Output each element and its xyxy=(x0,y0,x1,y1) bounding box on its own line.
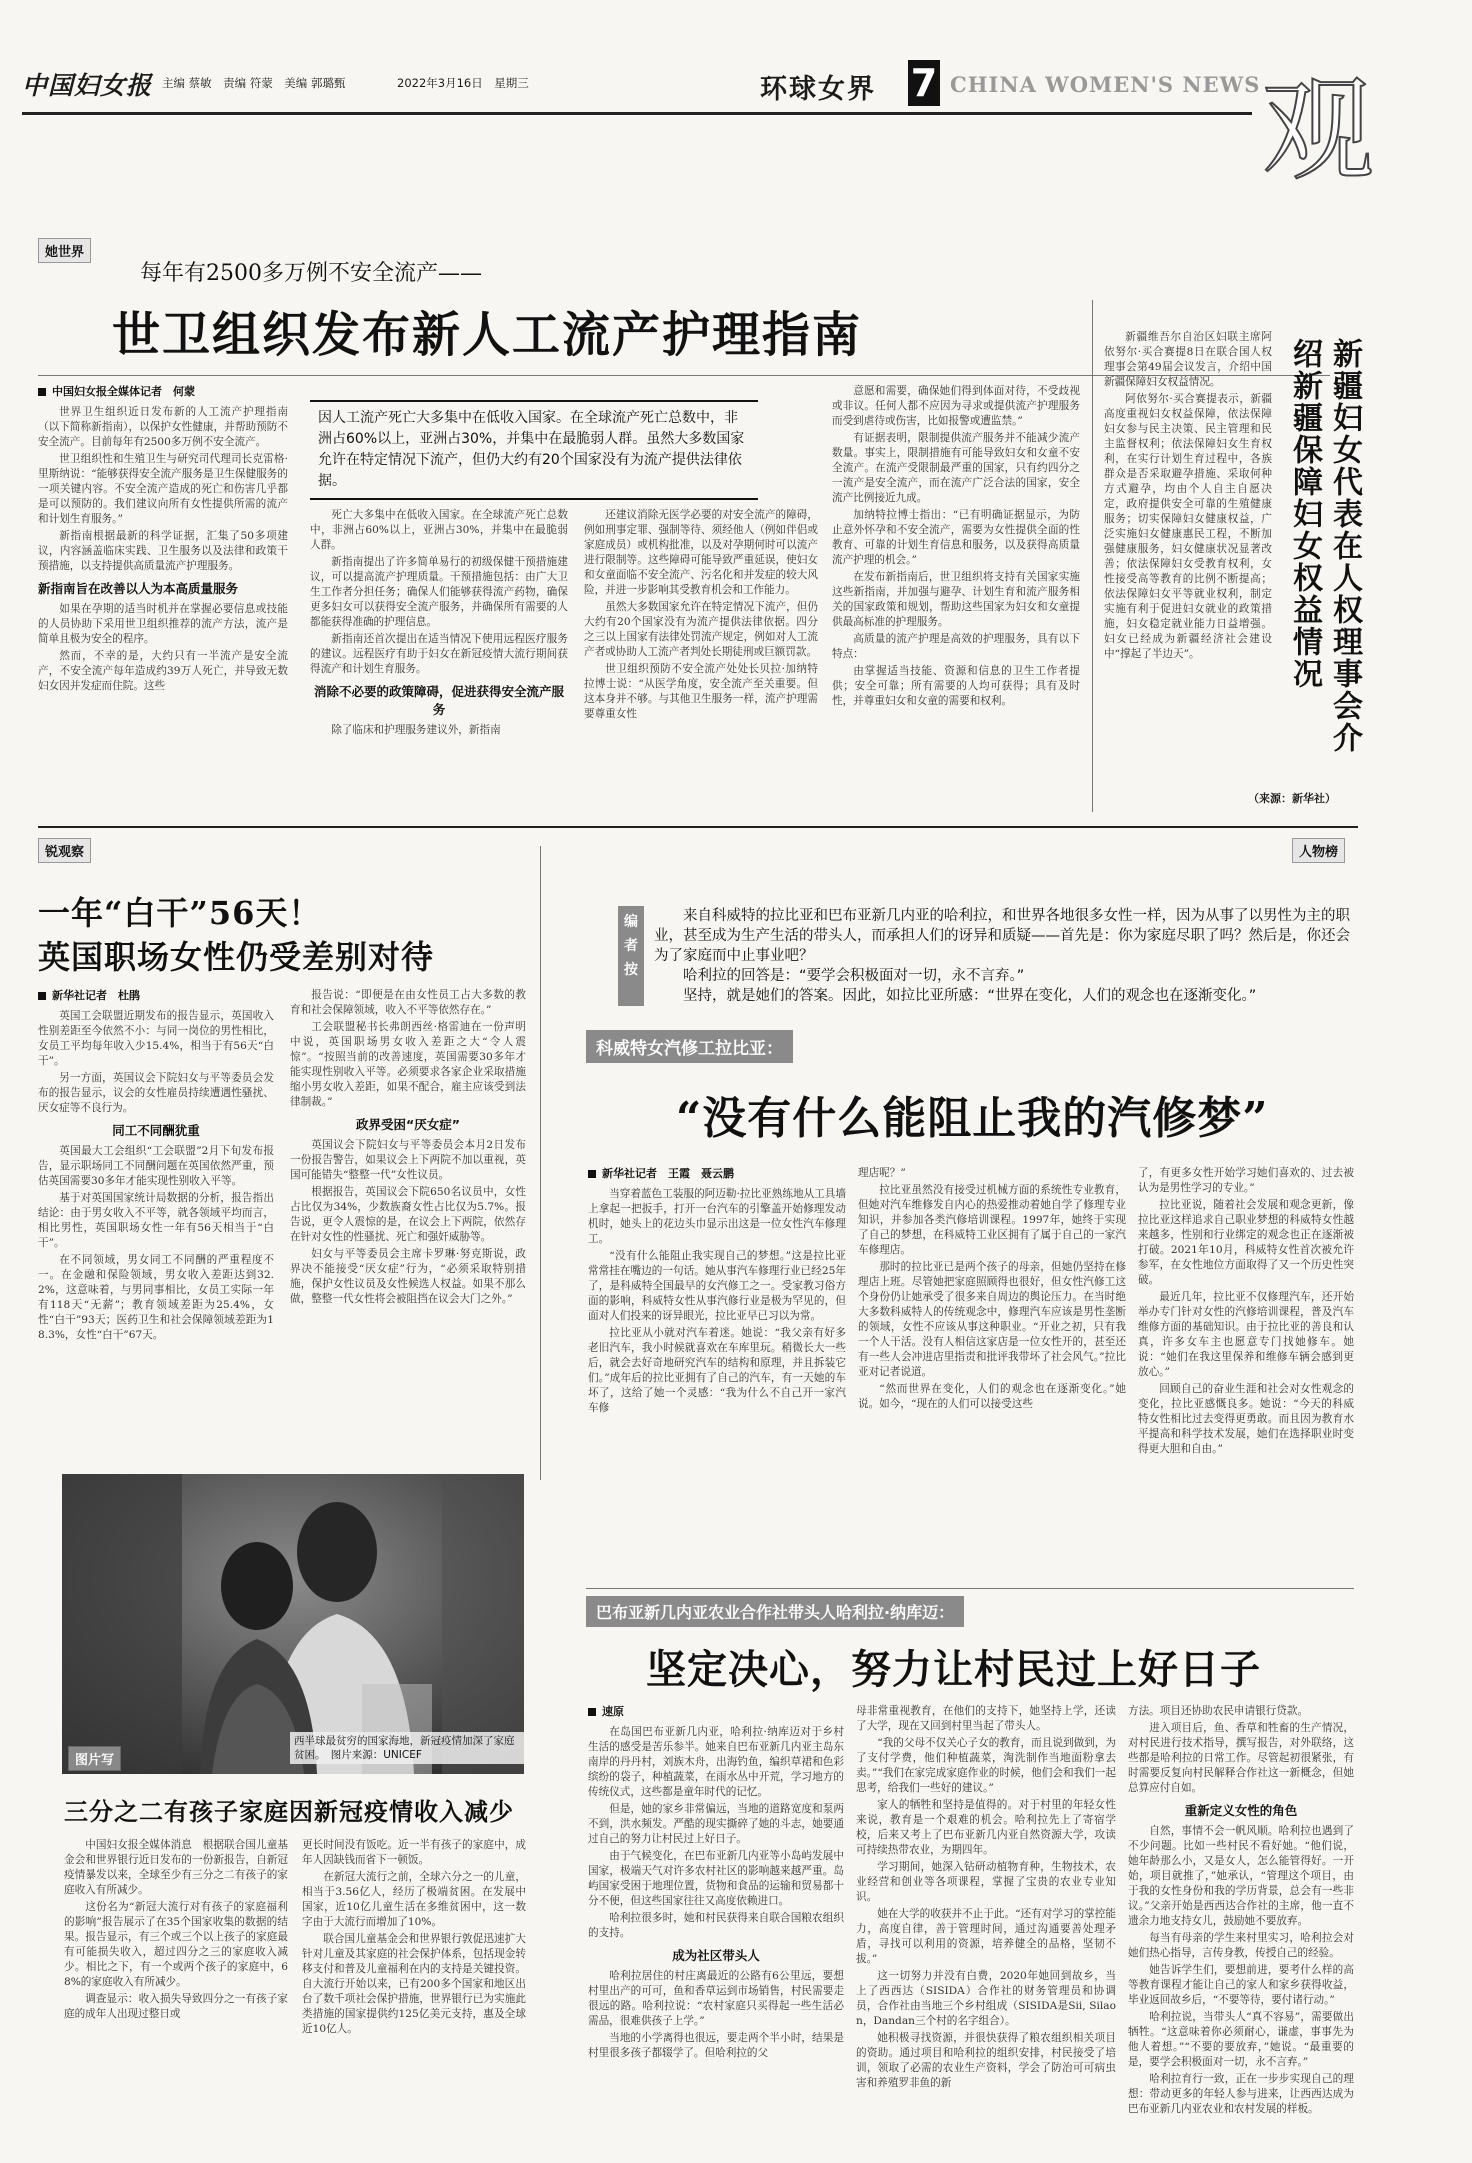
unicef-photo xyxy=(62,1474,524,1774)
issue-date: 2022年3月16日 星期三 xyxy=(397,76,529,90)
article3-col2: 理店呢？” 拉比亚虽然没有接受过机械方面的系统性专业教育，但她对汽车维修发自内心的热爱推动着她自学了修理专业知识，并参加各类汽修培训课程。1997年，她终于实现了自己的梦想，在科威特工业区拥有了属于自己的一家汽车修理店。 那时的拉比亚已是两个孩子的母亲，但她仍坚持在修理店上班。尽管她把家庭照顾得也很好，但女性汽修工这个身份仍让她承受了很多来自周边的舆论压力。在当时绝大多数科威特人的传统观念中，修理汽车应该是男性垄断的领域，女性不应该从事这种职业。“开业之初，只有我一个人干活。没有人相信这家店是一位女性开的，甚至还有一些人会冲进店里指责和批评我带坏了社会风气。”拉比亚对记者说道。 “然而世界在变化，人们的观念也在逐渐变化。”她说。如今，“现在的人们可以接受这些 xyxy=(858,1167,1126,1410)
photo-caption: 西半球最贫穷的国家海地，新冠疫情加深了家庭贫困。 图片来源：UNICEF xyxy=(290,1732,524,1764)
article3-title: “没有什么能阻止我的汽修梦” xyxy=(676,1093,1269,1144)
masthead xyxy=(22,61,1374,105)
english-title: CHINA WOMEN'S NEWS xyxy=(950,72,1261,97)
section-title: 环球女界 xyxy=(760,74,876,105)
article2-subheading-2: 政界受困“厌女症” xyxy=(356,1117,460,1132)
article5-banner: 巴布亚新几内亚农业合作社带头人哈利拉·纳库迈： xyxy=(586,1596,964,1627)
article5-subheading-1: 成为社区带头人 xyxy=(672,1948,760,1963)
article1-col4: 意愿和需要，确保她们得到体面对待，不受歧视或非议。任何人都不应因为寻求或提供流产护理服务而受到虐待或伤害，比如报警或遭监禁。” 有证据表明，限制提供流产服务并不能减少流产数量。事实上，限制措施有可能导致妇女和女童不安全流产。在流产受限制最严重的国家，只有约四分之一流产是安全流产，而在流产广泛合法的国家，安全流产比例接近九成。 加纳特拉博士指出：“已有明确证据显示，为防止意外怀孕和不安全流产，需要为女性提供全面的性教育、可靠的计划生育信息和服务，以及获得高质量流产护理的机会。” 在发布新指南后，世卫组织将支持有关国家实施这些新指南，并加强与避孕、计划生育和流产服务相关的国家政策和规划，帮助这些国家为妇女和女童提供最高标准的护理服务。 高质量的流产护理是高效的护理服务，具有以下特点： 由掌握适当技能、资源和信息的卫生工作者提供；安全可靠；所有需要的人均可获得；具有及时性，并尊重妇女和女童的需要和权利。 xyxy=(832,385,1080,707)
article1-title: 世卫组织发布新人工流产护理指南 xyxy=(112,307,863,363)
tag-picture: 图片写 xyxy=(68,1746,121,1771)
article2-col1: 新华社记者 杜鹃 英国工会联盟近期发布的报告显示，英国收入性别差距至今依然不小：与同一岗位的男性相比，女员工平均每年收入少15.4%，相当于有56天“白干”。 另一方面，英国议会下院妇女与平等委员会发布的报告显示，议会的女性雇员持续遭遇性骚扰、厌女症等不良行为。 同工不同酬犹重 英国最大工会组织“工会联盟”2月下旬发布报告，显示职场同工不同酬问题在英国依然严重，预估英国需要30多年才能实现性别收入平等。 基于对英国国家统计局数据的分析，报告指出结论：由于男女收入不平等，就各领域平均而言，相比男性，英国职场女性一年有56天相当于“白干”。 在不同领域，男女同工不同酬的严重程度不一。在金融和保险领域，男女收入差距达到32.2%，这意味着，与男同事相比，女员工实际一年有118天“无薪”；教育领域差距为25.4%，女性“白干”93天；医药卫生和社会保障领域差距为18.3%，女性“白干”67天。 xyxy=(38,989,274,1341)
watermark-glyph: 观 xyxy=(1262,66,1374,196)
article1-col1: 中国妇女报全媒体记者 何蒙 世界卫生组织近日发布新的人工流产护理指南（以下简称新指南），以保护女性健康，并帮助预防不安全流产。目前每年有2500多万例不安全流产。 世卫组织性和生殖卫生与研究司代理司长克雷格·里斯纳说：“能够获得安全流产服务是卫生保健服务的一项关键内容。不安全流产造成的死亡和伤害几乎都是可以预防的。我们建议向所有女性提供所需的流产和计划生育服务。” 新指南根据最新的科学证据，汇集了50多项建议，内容涵盖临床实践、卫生服务以及法律和政策干预措施，以支持提供高质量流产护理服务。 新指南旨在改善以人为本高质量服务 如果在孕期的适当时机并在掌握必要信息或技能的人员协助下采用世卫组织推荐的流产方法，流产是简单且极为安全的程序。 然而，不幸的是，大约只有一半流产是安全流产，不安全流产每年造成约39万人死亡，并导致无数妇女因并发症而住院。这些 xyxy=(38,385,288,692)
article1-subheading-2: 消除不必要的政策障碍，促进获得安全流产服务 xyxy=(313,684,564,717)
tag-observe: 锐观察 xyxy=(38,838,91,863)
article1-col3: 还建议消除无医学必要的对安全流产的障碍，例如刑事定罪、强制等待、须经他人（例如伴侣或家庭成员）或机构批准，以及对孕期何时可以流产进行限制等。这些障碍可能导致严重延误，使妇女和女童面临不安全流产、污名化和并发症的较大风险，并进一步影响其受教育机会和工作能力。 虽然大多数国家允许在特定情况下流产，但仍大约有20个国家没有为流产提供法律依据。四分之三以上国家有法律处罚流产规定，例如对人工流产者或协助人工流产者判处长期徒刑或巨额罚款。 世卫组织预防不安全流产处处长贝拉·加纳特拉博士说：“从医学角度，安全流产至关重要。但这本身并不够。与其他卫生服务一样，流产护理需要尊重女性 xyxy=(584,509,818,720)
article2-byline: 新华社记者 杜鹃 xyxy=(38,988,274,1003)
article2-title-line1: 一年“白干”56天！ xyxy=(38,894,322,932)
article5-col2: 母非常重视教育，在他们的支持下，她坚持上学，还读了大学，现在又回到村里当起了带头人。 “我的父母不仅关心子女的教育，而且说到做到，为了支付学费，他们种植蔬菜，淘洗制作当地面粉拿去卖。”“我们在家完成家庭作业的时候，他们会和我们一起思考，给我们一些好的建议。” 家人的牺牲和坚持是值得的。对于村里的年轻女性来说，教育是一个艰难的机会。哈利拉先上了寄宿学校，后来又考上了巴布亚新几内亚自然资源大学，攻读可持续热带农业，为期四年。 学习期间，她深入钻研动植物育种，生物技术，农业经营和创业等各项课程，掌握了宝贵的农业专业知识。 她在大学的收获并不止于此。“还有对学习的掌控能力，高度自律，善于管理时间，通过沟通要善处理矛盾，寻找可以利用的资源，培养健全的品格，坚韧不拔。” 这一切努力并没有白费，2020年她回到故乡，当上了西西达（SISIDA）合作社的财务管理员和协调员，合作社由当地三个乡村组成（SISIDA是Sii, Silaon，Dandan三个村的名字组合）。 她积极寻找资源，并很快获得了粮农组织相关项目的资助。通过项目和哈利拉的组织安排，村民接受了培训，领取了必需的农业生产资料，学会了防治可可病虫害和养殖罗非鱼的新 xyxy=(856,1705,1116,2089)
article2-subheading-1: 同工不同酬犹重 xyxy=(112,1123,200,1138)
article5-col1: 速原 在岛国巴布亚新几内亚，哈利拉·纳库迈对于乡村生活的感受是苦乐参半。她来自巴布亚新几内亚主岛东南岸的丹丹村，刘族木舟，出海钓鱼，编织草裙和色彩缤纷的袋子，种植蔬菜，在雨水丛中开荒，学习地方的传统仪式，这些都是童年时代的记忆。 但是，她的家乡非常偏远，当地的道路宽度和泵两不到，洪水频发。严酷的现实撕碎了她的斗志，她要通过自己的努力让村民过上好日子。 由于气候变化，在巴布亚新几内亚等小岛屿发展中国家，极端天气对许多农村社区的影响越来越严重。岛屿国家受困于地理位置，货物和食品的运输和贸易都十分不便，但这些国家往往又高度依赖进口。 哈利拉很多时，她和村民获得来自联合国粮农组织的支持。 成为社区带头人 哈利拉居住的村庄离最近的公路有6公里远，要想村里出产的可可，鱼和香草运到市场销售，村民需要走很远的路。哈利拉说：“农村家庭只买得起一些生活必需品，很难供孩子上学。” 当地的小学离得也很远，要走两个半小时，结果是村里很多孩子都辍学了。但哈利拉的父 xyxy=(588,1705,844,2059)
article5-subheading-2: 重新定义女性的角色 xyxy=(1184,1803,1298,1818)
article4-col1: 中国妇女报全媒体消息 根据联合国儿童基金会和世界银行近日发布的一份新报告，自新冠疫情暴发以来，全球至少有三分之二有孩子的家庭收入有所减少。 这份名为“新冠大流行对有孩子的家庭福利的影响”报告展示了在35个国家收集的数据的结果。报告显示，有三个或三个以上孩子的家庭最有可能损失收入，超过四分之三的家庭收入减少。相比之下，有一个或两个孩子的家庭中，68%的家庭收入有所减少。 调查显示：收入损失导致四分之一有孩子家庭的成年人出现过整日或 xyxy=(64,1839,288,2020)
newspaper-logo: 中国妇女报 xyxy=(22,71,153,100)
article5-byline: 速原 xyxy=(588,1704,844,1719)
article1-byline: 中国妇女报全媒体记者 何蒙 xyxy=(38,384,288,399)
tag-world: 她世界 xyxy=(38,238,91,263)
sidebar-body: 新疆维吾尔自治区妇联主席阿依努尔·买合赛提8日在联合国人权理事会第49届会议发言，介绍中国新疆保障妇女权益情况。 阿依努尔·买合赛提表示，新疆高度重视妇女权益保障，依法保障妇女参与民主决策、民主管理和民主监督权利；依法保障妇女生育权利，在实行计划生育过程中，各族群众是否采取避孕措施、采取何种方式避孕，均由个人自主自愿决定，政府提供安全可靠的生殖健康服务；切实保障妇女健康权益，广泛实施妇女健康惠民工程，不断加强健康服务，妇女健康状况显著改善；依法保障妇女受教育权利，女性接受高等教育的比例不断提高；依法保障妇女平等就业权利，制定实施有利于促进妇女就业的政策措施，妇女稳定就业能力日益增强。妇女已经成为新疆经济社会建设中“撑起了半边天”。 xyxy=(1104,331,1272,660)
article5-col3: 方法。项目还协助农民申请银行贷款。 进入项目后，鱼、香草和牲畜的生产情况，对村民进行技术指导，撰写报告，对外联络，这些都是哈利拉的日常工作。尽管起初很紧张，有时需要反复向村民解释合作社这一新概念，但她总算应付自如。 重新定义女性的角色 自然，事情不会一帆风顺。哈利拉也遇到了不少问题。比如一些村民不看好她。“他们说，她年龄那么小，又是女人，怎么能管得好。一开始，项目就推了，”她承认，“管理这个项目，由于我的女性身份和我的学历背景，总会有一些非议。”父亲开始是西西达合作社的主席，他一直不遗余力地支持女儿，鼓励她不要放弃。 每当有母亲的学生来村里实习，哈利拉会对她们热心指导，言传身教，传授自己的经验。 她告诉学生们，要想前进，要考什么样的高等教育课程才能让自己的家人和家乡获得收益，毕业返回故乡后，“不要等待，要付诸行动。” 哈利拉说，当带头人“真不容易”，需要做出牺牲。“这意味着你必须耐心，谦虚，事事先为他人着想。”“不要的要放弃，”她说。“最重要的是，要学会积极面对一切，永不言弃。” 哈利拉育行一致，正在一步步实现自己的理想：带动更多的年轻人参与进来，让西西达成为巴布亚新几内亚农业和农村发展的样板。 xyxy=(1128,1705,1354,2115)
article5-title: 坚定决心，努力让村民过上好日子 xyxy=(646,1646,1261,1693)
sidebar-source: （来源：新华社） xyxy=(1248,792,1336,805)
article2-title-line2: 英国职场女性仍受差别对待 xyxy=(38,938,435,976)
editor-note: 来自科威特的拉比亚和巴布亚新几内亚的哈利拉，和世界各地很多女性一样，因为从事了以男性为主的职业，甚至成为生产生活的带头人，而承担人们的讶异和质疑——首先是：你为家庭尽职了吗？然后是，你还会为了家庭而中止事业吧？ 哈利拉的回答是：“要学会积极面对一切，永不言弃。” 坚持，就是她们的答案。因此，如拉比亚所感：“世界在变化，人们的观念也在逐渐变化。” xyxy=(654,908,1350,1004)
article3-col3: 了，有更多女性开始学习她们喜欢的、过去被认为是男性学习的专业。” 拉比亚说，随着社会发展和观念更新，像拉比亚这样追求自己职业梦想的科威特女性越来越多，性别和行业绑定的观念也正在逐渐被打破。2021年10月，科威特女性首次被允许参军，在女性地位方面取得了又一个历史性突破。 最近几年，拉比亚不仅修理汽车，还开始举办专门针对女性的汽修培训课程，普及汽车维修方面的基础知识。由于拉比亚的善良和认真，许多女车主也愿意专门找她修车。她说：“她们在我这里保养和维修车辆会感到更放心。” 回顾自己的奋业生涯和社会对女性观念的变化，拉比亚感慨良多。她说：“今天的科威特女性相比过去变得更勇敢。而且因为教育水平提高和科学技术发展，她们在选择职业时变得更大胆和自由。” xyxy=(1138,1167,1354,1455)
masthead-rule xyxy=(22,112,1252,115)
page-number: 7 xyxy=(908,60,940,106)
article4-title: 三分之二有孩子家庭因新冠疫情收入减少 xyxy=(64,1797,514,1826)
article1-subheading-1: 新指南旨在改善以人为本高质量服务 xyxy=(38,581,239,596)
article1-kicker: 每年有2500多万例不安全流产—— xyxy=(140,261,482,286)
sidebar-title: 新疆妇女代表在人权理事会介绍新疆保障妇女权益情况 xyxy=(1287,338,1362,754)
article1-col2: 死亡大多集中在低收入国家。在全球流产死亡总数中，非洲占60%以上，亚洲占30%，并集中在最脆弱人群。 新指南提出了许多简单易行的初级保健干预措施建议，可以提高流产护理质量。干预措施包括：由广大卫生工作者分担任务；确保人们能够获得流产药物，确保更多妇女可以获得安全流产服务，并确保所有需要的人都能获得准确的护理信息。 新指南还首次提出在适当情况下使用远程医疗服务的建议。远程医疗有助于妇女在新冠疫情大流行期间获得流产和计划生育服务。 消除不必要的政策障碍，促进获得安全流产服务 除了临床和护理服务建议外，新指南 xyxy=(310,509,568,736)
tag-people: 人物榜 xyxy=(1292,838,1345,863)
editor-note-label: 编者按 xyxy=(618,906,644,1006)
article3-col1: 新华社记者 王霞 聂云鹏 当穿着蓝色工装服的阿迈勒·拉比亚熟练地从工具墙上拿起一把扳手，打开一台汽车的引擎盖开始修理发动机时，她头上的花边头巾显示出这是一位女性汽车修理工。 “没有什么能阻止我实现自己的梦想。”这是拉比亚常常挂在嘴边的一句话。她从事汽车修理行业已经25年了，是科威特全国最早的女汽修工之一。受家教习俗方面的影响，科威特女性从事汽修行业是极为罕见的，但面对人们投来的讶异眼光，拉比亚早已习以为常。 拉比亚从小就对汽车着迷。她说：“我父亲有好多老旧汽车，我小时候就喜欢在车库里玩。稍微长大一些后，就会去好奇地研究汽车的结构和原理，并且拆装它们。”成年后的拉比亚拥有了自己的汽车，有一天她的车坏了，这给了她一个灵感：“我为什么不自己开一家汽车修 xyxy=(588,1167,846,1414)
article3-banner: 科威特女汽修工拉比亚： xyxy=(586,1030,793,1063)
article2-col2: 报告说：“即便是在由女性员工占大多数的教育和社会保障领域，收入不平等依然存在。” 工会联盟秘书长弗朗西丝·格雷迪在一份声明中说，英国职场男女收入差距之大“令人震惊”。“按照当前的改善速度，英国需要30多年才能实现性别收入平等。必须要求各家企业采取措施缩小男女收入差距，如果不配合，雇主应该受到法律制裁。” 政界受困“厌女症” 英国议会下院妇女与平等委员会本月2日发布一份报告警告，如果议会上下两院不加以重视，英国可能错失“整整一代”女性议员。 根据报告，英国议会下院650名议员中，女性占比仅为34%，少数族裔女性占比仅为5.7%。报告说，更令人震惊的是，在议会上下两院，依然存在针对女性的性骚扰、死亡和强奸威胁等。 妇女与平等委员会主席卡罗琳·努克斯说，政界决不能接受“厌女症”行为，“必须采取特别措施，保护女性议员及女性候选人权益。如果不那么做，整整一代女性将会被阻挡在议会大门之外。” xyxy=(290,989,526,1305)
article3-byline: 新华社记者 王霞 聂云鹏 xyxy=(588,1166,846,1181)
article1-pullquote: 因人工流产死亡大多集中在低收入国家。在全球流产死亡总数中，非洲占60%以上，亚洲占30%，并集中在最脆弱人群。虽然大多数国家允许在特定情况下流产，但仍大约有20个国家没有为流产提供法律依据。 xyxy=(310,400,758,500)
editor-credits: 主编 蔡敏 责编 符蒙 美编 郭璐甄 xyxy=(162,76,346,90)
article4-col2: 更长时间没有饭吃。近一半有孩子的家庭中，成年人因缺钱而省下一顿饭。 在新冠大流行之前，全球六分之一的儿童，相当于3.56亿人，经历了极端贫困。在发展中国家，近10亿儿童生活在多维贫困中，这一数字由于大流行而增加了10%。 联合国儿童基金会和世界银行敦促迅速扩大针对儿童及其家庭的社会保护体系，包括现金转移支付和普及儿童福利在内的支持是关键投资。自大流行开始以来，已有200多个国家和地区出台了数千项社会保护措施，世界银行已为实施此类措施的国家提供约125亿美元支持，惠及全球近10亿人。 xyxy=(302,1839,526,2035)
children-portrait-illustration xyxy=(62,1474,524,1774)
